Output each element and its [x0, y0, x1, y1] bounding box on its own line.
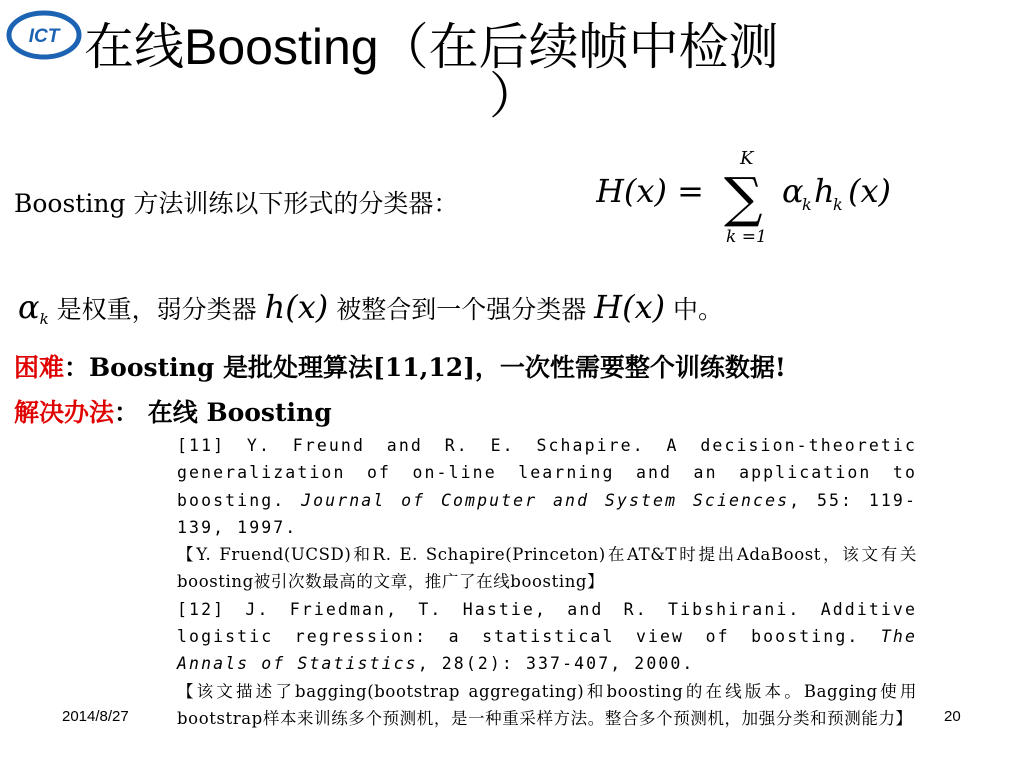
formula-sum-lower: k =1	[726, 227, 767, 247]
training-text: Boosting 方法训练以下形式的分类器：	[14, 189, 459, 218]
footer-date: 2014/8/27	[62, 708, 129, 725]
solution-label: 解决办法	[14, 398, 115, 427]
formula-rhs-tail: (x)	[848, 172, 892, 210]
difficulty-label: 困难	[14, 353, 65, 382]
ref12-details: , 28(2): 337-407, 2000.	[417, 654, 695, 674]
ref11-text: [11] Y. Freund and R. E. Schapire. A decision-theoretic generalization of on-line learning and an application to boosting.	[177, 436, 917, 510]
ref12-text: [12] J. Friedman, T. Hastie, and R. Tibshirani. Additive logistic regression: a statistical view of boosting.	[177, 599, 917, 647]
Hx-symbol: H(x)	[594, 288, 666, 326]
alpha-subscript: k	[39, 310, 49, 328]
logo-text: ICT	[28, 26, 60, 47]
page-title	[84, 18, 964, 124]
boosting-formula	[596, 144, 916, 254]
note-12: 【该文描述了bagging(bootstrap aggregating)和boosting的在线版本。Bagging使用bootstrap样本来训练多个预测机，是一种重采样方法。整合多个预测机，加强分类和预测能力】	[177, 681, 917, 728]
title-line1: 在线Boosting（在后续帧中检测	[84, 19, 779, 75]
weights-text	[18, 288, 723, 328]
note-11: 【Y. Fruend(UCSD)和R. E. Schapire(Princeton)在AT&T时提出AdaBoost，该文有关boosting被引次数最高的文章，推广了在线boosting】	[177, 545, 917, 592]
sum-symbol: ∑	[724, 166, 763, 229]
formula-alpha-sub: k	[802, 195, 812, 214]
page-number: 20	[944, 708, 961, 725]
reference-12	[177, 596, 917, 678]
title-line2: ）	[489, 68, 539, 124]
ref11-journal: Journal of Computer and System Sciences	[301, 490, 790, 510]
weights-text-1: 是权重，弱分类器	[56, 295, 257, 324]
solution-text: 在线 Boosting	[139, 398, 332, 427]
formula-sum-upper: K	[740, 148, 754, 169]
difficulty-colon: ：	[64, 353, 90, 382]
solution-row	[14, 393, 332, 429]
formula-alpha: α	[782, 172, 804, 210]
ref12-journal: The Annals of Statistics	[177, 627, 917, 674]
weights-text-2: 被整合到一个强分类器	[336, 295, 587, 324]
formula-lhs: H(x) =	[596, 172, 704, 210]
ref11-details: , 55: 119-139, 1997.	[177, 490, 917, 537]
reference-11	[177, 432, 917, 541]
solution-colon: ：	[114, 398, 140, 427]
difficulty-row	[14, 348, 786, 384]
hx-symbol: h(x)	[264, 288, 329, 326]
formula-h-sub: k	[833, 195, 843, 214]
alpha-symbol: α	[18, 288, 40, 326]
formula-h: h	[814, 172, 835, 210]
ict-logo	[6, 10, 82, 60]
difficulty-text: Boosting 是批处理算法[11,12]，一次性需要整个训练数据!	[89, 353, 786, 382]
references-block	[177, 432, 917, 732]
weights-text-3: 中。	[673, 295, 724, 324]
